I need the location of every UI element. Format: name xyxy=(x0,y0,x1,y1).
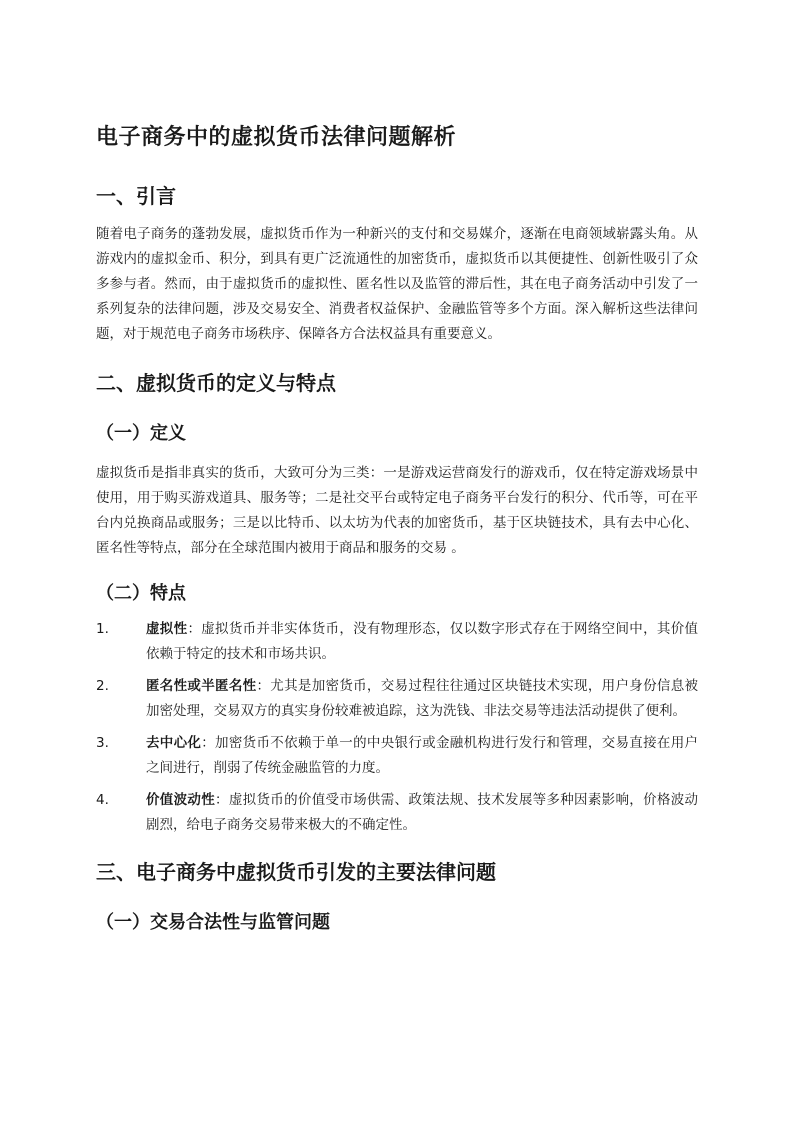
list-item-term: 去中心化 xyxy=(146,735,202,751)
list-item xyxy=(96,674,698,724)
document-title: 电子商务中的虚拟货币法律问题解析 xyxy=(96,125,457,150)
list-item-number: 4. xyxy=(96,792,109,808)
definition-paragraph: 虚拟货币是指非真实的货币，大致可分为三类：一是游戏运营商发行的游戏币，仅在特定游戏场景中使用，用于购买游戏道具、服务等；二是社交平台或特定电子商务平台发行的积分、代币等，可在平台内兑换商品或服务；三是以比特币、以太坊为代表的加密货币，基于区块链技术，具有去中心化、匿名性等特点，部分在全球范围内被用于商品和服务的交易 。 xyxy=(96,465,698,556)
list-item-text: ：虚拟货币的价值受市场供需、政策法规、技术发展等多种因素影响，价格波动剧烈，给电子商务交易带来极大的不确定性。 xyxy=(146,792,699,833)
list-item xyxy=(96,731,698,781)
subsection-heading-legality-regulation: （一）交易合法性与监管问题 xyxy=(96,912,330,933)
subsection-heading-definition: （一）定义 xyxy=(96,423,186,444)
list-item xyxy=(96,617,698,667)
list-item xyxy=(96,788,698,838)
list-item-text: ：尤其是加密货币，交易过程往往通过区块链技术实现，用户身份信息被加密处理，交易双方的真实身份较难被追踪，这为洗钱、非法交易等违法活动提供了便利。 xyxy=(146,678,699,719)
section-heading-legal-issues: 三、电子商务中虚拟货币引发的主要法律问题 xyxy=(96,860,496,884)
intro-paragraph: 随着电子商务的蓬勃发展，虚拟货币作为一种新兴的支付和交易媒介，逐渐在电商领域崭露头角。从游戏内的虚拟金币、积分，到具有更广泛流通性的加密货币，虚拟货币以其便捷性、创新性吸引了众多参与者。然而，由于虚拟货币的虚拟性、匿名性以及监管的滞后性，其在电子商务活动中引发了一系列复杂的法律问题，涉及交易安全、消费者权益保护、金融监管等多个方面。深入解析这些法律问题，对于规范电子商务市场秩序、保障各方合法权益具有重要意义。 xyxy=(96,226,698,342)
list-item-text: ：加密货币不依赖于单一的中央银行或金融机构进行发行和管理，交易直接在用户之间进行，削弱了传统金融监管的力度。 xyxy=(146,735,699,776)
list-item-term: 虚拟性 xyxy=(146,621,188,637)
section-heading-intro: 一、引言 xyxy=(96,184,176,208)
list-item-text: ：虚拟货币并非实体货币，没有物理形态，仅以数字形式存在于网络空间中，其价值依赖于特定的技术和市场共识。 xyxy=(146,621,699,662)
features-list xyxy=(96,617,698,838)
list-item-term: 匿名性或半匿名性 xyxy=(146,678,257,694)
list-item-term: 价值波动性 xyxy=(146,792,216,808)
section-heading-definition-features: 二、虚拟货币的定义与特点 xyxy=(96,371,336,395)
list-item-number: 2. xyxy=(96,678,109,694)
subsection-heading-features: （二）特点 xyxy=(96,583,186,604)
list-item-number: 3. xyxy=(96,735,109,751)
list-item-number: 1. xyxy=(96,621,109,637)
